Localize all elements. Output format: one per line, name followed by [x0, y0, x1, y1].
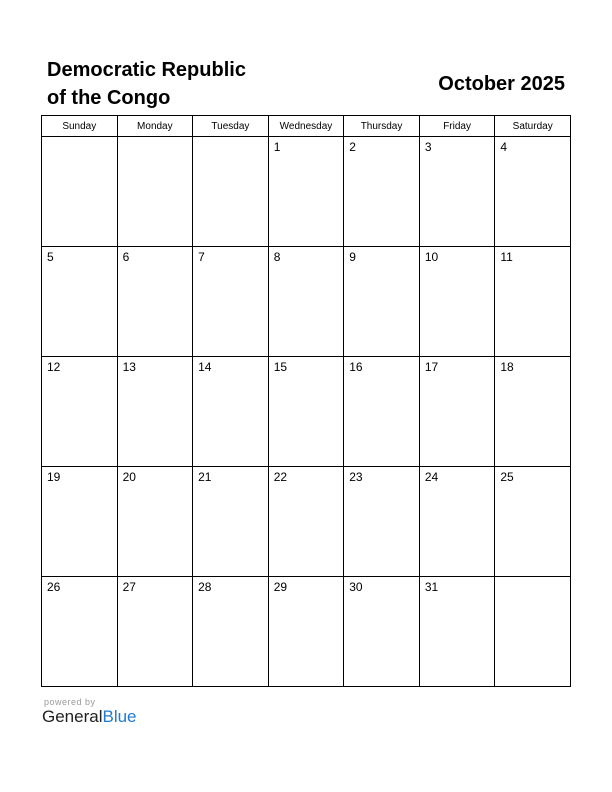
day-cell: [419, 247, 495, 357]
day-cell: [117, 467, 193, 577]
powered-by-label: powered by: [44, 697, 96, 707]
day-cell: [42, 247, 118, 357]
day-number: 4: [500, 140, 508, 154]
day-number: 7: [198, 250, 205, 264]
day-cell: [268, 467, 344, 577]
brand-general-text: General: [42, 707, 103, 726]
day-number: 24: [424, 470, 439, 484]
day-number: 16: [349, 360, 363, 374]
day-cell: [495, 357, 571, 467]
day-cell: [344, 137, 420, 247]
day-number: 11: [500, 250, 513, 264]
day-cell: [419, 137, 495, 247]
day-cell: [117, 137, 193, 247]
day-cell: [193, 137, 269, 247]
week-row: [42, 137, 571, 247]
day-cell: [495, 467, 571, 577]
day-number: 20: [122, 470, 136, 484]
weekday-header: Wednesday: [268, 116, 344, 137]
day-number: 1: [273, 140, 281, 154]
day-number: 21: [198, 470, 212, 484]
day-cell: [193, 247, 269, 357]
day-number: 31: [424, 580, 439, 594]
week-row: [42, 467, 571, 577]
day-cell: [117, 247, 193, 357]
day-cell: [268, 137, 344, 247]
calendar-grid: [41, 115, 571, 687]
week-row: [42, 247, 571, 357]
weekday-header: Friday: [419, 116, 495, 137]
day-cell: [419, 467, 495, 577]
day-number: 10: [424, 250, 439, 264]
day-number: [118, 137, 193, 140]
day-number: 26: [47, 580, 61, 594]
day-number: [193, 137, 268, 140]
day-cell: [495, 577, 571, 687]
week-row: [42, 357, 571, 467]
weekday-header: Monday: [117, 116, 193, 137]
day-number: 22: [273, 470, 288, 484]
day-number: 17: [424, 360, 439, 374]
day-cell: [193, 357, 269, 467]
footer-branding: [42, 697, 137, 727]
day-cell: [268, 357, 344, 467]
day-cell: [117, 357, 193, 467]
day-number: 13: [122, 360, 136, 374]
day-number: [42, 137, 117, 140]
weekday-header-row: [42, 116, 571, 137]
day-number: 19: [47, 470, 61, 484]
day-number: 30: [349, 580, 363, 594]
page-title: Democratic Republic of the Congo: [47, 59, 246, 109]
day-cell: [193, 467, 269, 577]
day-number: 2: [349, 140, 356, 154]
day-cell: [495, 247, 571, 357]
day-number: 29: [273, 580, 288, 594]
day-number: 25: [500, 470, 514, 484]
day-number: 23: [349, 470, 363, 484]
day-cell: [193, 577, 269, 687]
day-cell: [344, 577, 420, 687]
day-number: 9: [349, 250, 356, 264]
weekday-header: Thursday: [344, 116, 420, 137]
weekday-header: Saturday: [495, 116, 571, 137]
day-cell: [344, 467, 420, 577]
brand-logo[interactable]: [42, 707, 137, 727]
day-cell: [42, 467, 118, 577]
brand-blue-text: Blue: [102, 707, 137, 726]
week-row: [42, 577, 571, 687]
day-number: 8: [273, 250, 281, 264]
day-number: 6: [122, 250, 130, 264]
month-label: October 2025: [438, 73, 565, 95]
day-number: 27: [122, 580, 136, 594]
day-number: 18: [500, 360, 514, 374]
day-cell: [344, 247, 420, 357]
weekday-header: Tuesday: [193, 116, 269, 137]
day-number: 28: [198, 580, 212, 594]
day-cell: [42, 577, 118, 687]
day-cell: [268, 247, 344, 357]
day-cell: [419, 577, 495, 687]
day-cell: [117, 577, 193, 687]
day-cell: [42, 137, 118, 247]
day-cell: [268, 577, 344, 687]
day-number: 5: [47, 250, 54, 264]
day-number: 3: [424, 140, 432, 154]
day-number: 12: [47, 360, 61, 374]
day-number: [495, 577, 570, 580]
weekday-header: Sunday: [42, 116, 118, 137]
day-cell: [495, 137, 571, 247]
day-number: 15: [273, 360, 288, 374]
day-cell: [344, 357, 420, 467]
day-cell: [419, 357, 495, 467]
day-number: 14: [198, 360, 212, 374]
day-cell: [42, 357, 118, 467]
